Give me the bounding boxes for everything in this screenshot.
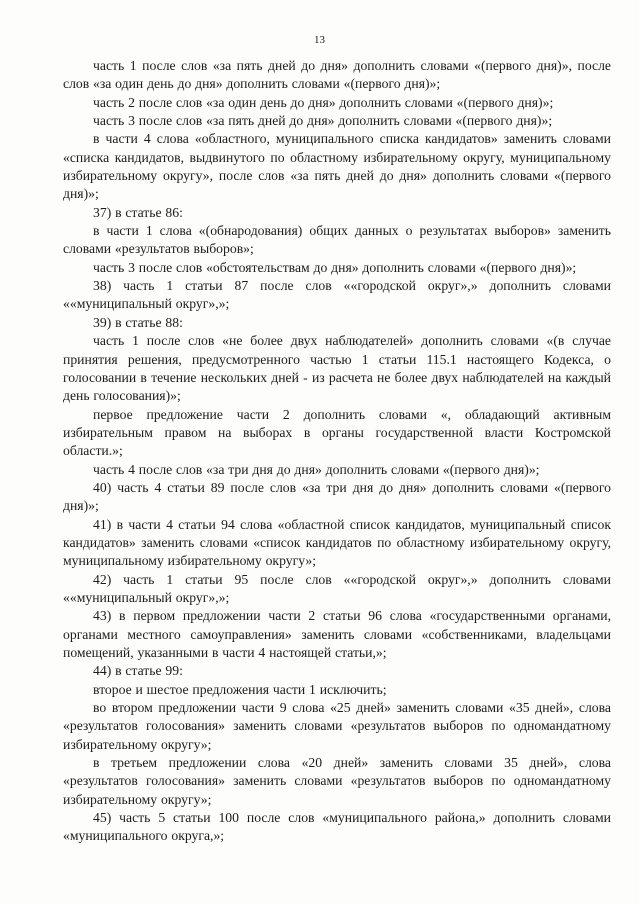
paragraph: в части 4 слова «областного, муниципального списка кандидатов» заменить словами «списка кандидатов, выдвинутого по областному избирательному округу, муниципальному избирательному округу», после слов «за пять дней до дня» дополнить словами «(первого дня)»;: [63, 131, 611, 202]
paragraph: часть 4 после слов «за три дня до дня» дополнить словами «(первого дня)»;: [93, 461, 540, 477]
paragraph: 42) часть 1 статьи 95 после слов ««городской округ»,» дополнить словами ««муниципальный округ»,»;: [63, 571, 611, 605]
paragraph: часть 3 после слов «за пять дней до дня» дополнить словами «(первого дня)»;: [93, 113, 553, 129]
page-number: 13: [314, 34, 325, 46]
paragraph: 38) часть 1 статьи 87 после слов ««городской округ»,» дополнить словами ««муниципальный округ»,»;: [63, 278, 611, 312]
paragraph: 40) часть 4 статьи 89 после слов «за три дня до дня» дополнить словами «(первого дня)»;: [63, 479, 611, 514]
paragraph: часть 1 после слов «не более двух наблюдателей» дополнить словами «(в случае принятия решения, предусмотренного частью 1 статьи 115.1 настоящего Кодекса, о голосовании в течение нескольких дней - из расчета не более двух наблюдателей на каждый день голосования)»;: [63, 333, 611, 404]
paragraph: часть 2 после слов «за один день до дня» дополнить словами «(первого дня)»;: [93, 94, 554, 110]
paragraph: во втором предложении части 9 слова «25 дней» заменить словами «35 дней», слова «результатов голосования» заменить словами «результатов выборов по одномандатному избирательному округу»;: [63, 700, 611, 752]
paragraph: часть 3 после слов «обстоятельствам до дня» дополнить словами «(первого дня)»;: [93, 259, 577, 275]
paragraph: 41) в части 4 статьи 94 слова «областной список кандидатов, муниципальный список кандидатов» заменить словами «список кандидатов по областному избирательному округу, муниципальному избирательному округу»;: [63, 516, 611, 569]
paragraph: 43) в первом предложении части 2 статьи 96 слова «государственными органами, органами местного самоуправления» заменить словами «собственниками, владельцами помещений, указанными в части 4 настоящей статьи,»;: [63, 608, 611, 660]
paragraph: второе и шестое предложения части 1 исключить;: [93, 681, 387, 697]
paragraph: 39) в статье 88:: [93, 314, 183, 330]
document-body: [63, 57, 611, 846]
paragraph: часть 1 после слов «за пять дней до дня» дополнить словами «(первого дня)», после слов «за один день до дня» дополнить словами «(первого дня)»;: [63, 58, 611, 92]
paragraph: 44) в статье 99:: [93, 663, 183, 679]
paragraph: 45) часть 5 статьи 100 после слов «муниципального района,» дополнить словами «муниципального округа,»;: [63, 810, 611, 844]
paragraph: первое предложение части 2 дополнить словами «, обладающий активным избирательным правом на выборах в органы государственной власти Костромской области.»;: [63, 406, 611, 459]
paragraph: 37) в статье 86:: [93, 204, 183, 220]
paragraph: в третьем предложении слова «20 дней» заменить словами 35 дней», слова «результатов голосования» заменить словами «результатов выборов по одномандатному избирательному округу»;: [63, 755, 611, 807]
paragraph: в части 1 слова «(обнародования) общих данных о результатах выборов» заменить словами «результатов выборов»;: [63, 223, 611, 257]
